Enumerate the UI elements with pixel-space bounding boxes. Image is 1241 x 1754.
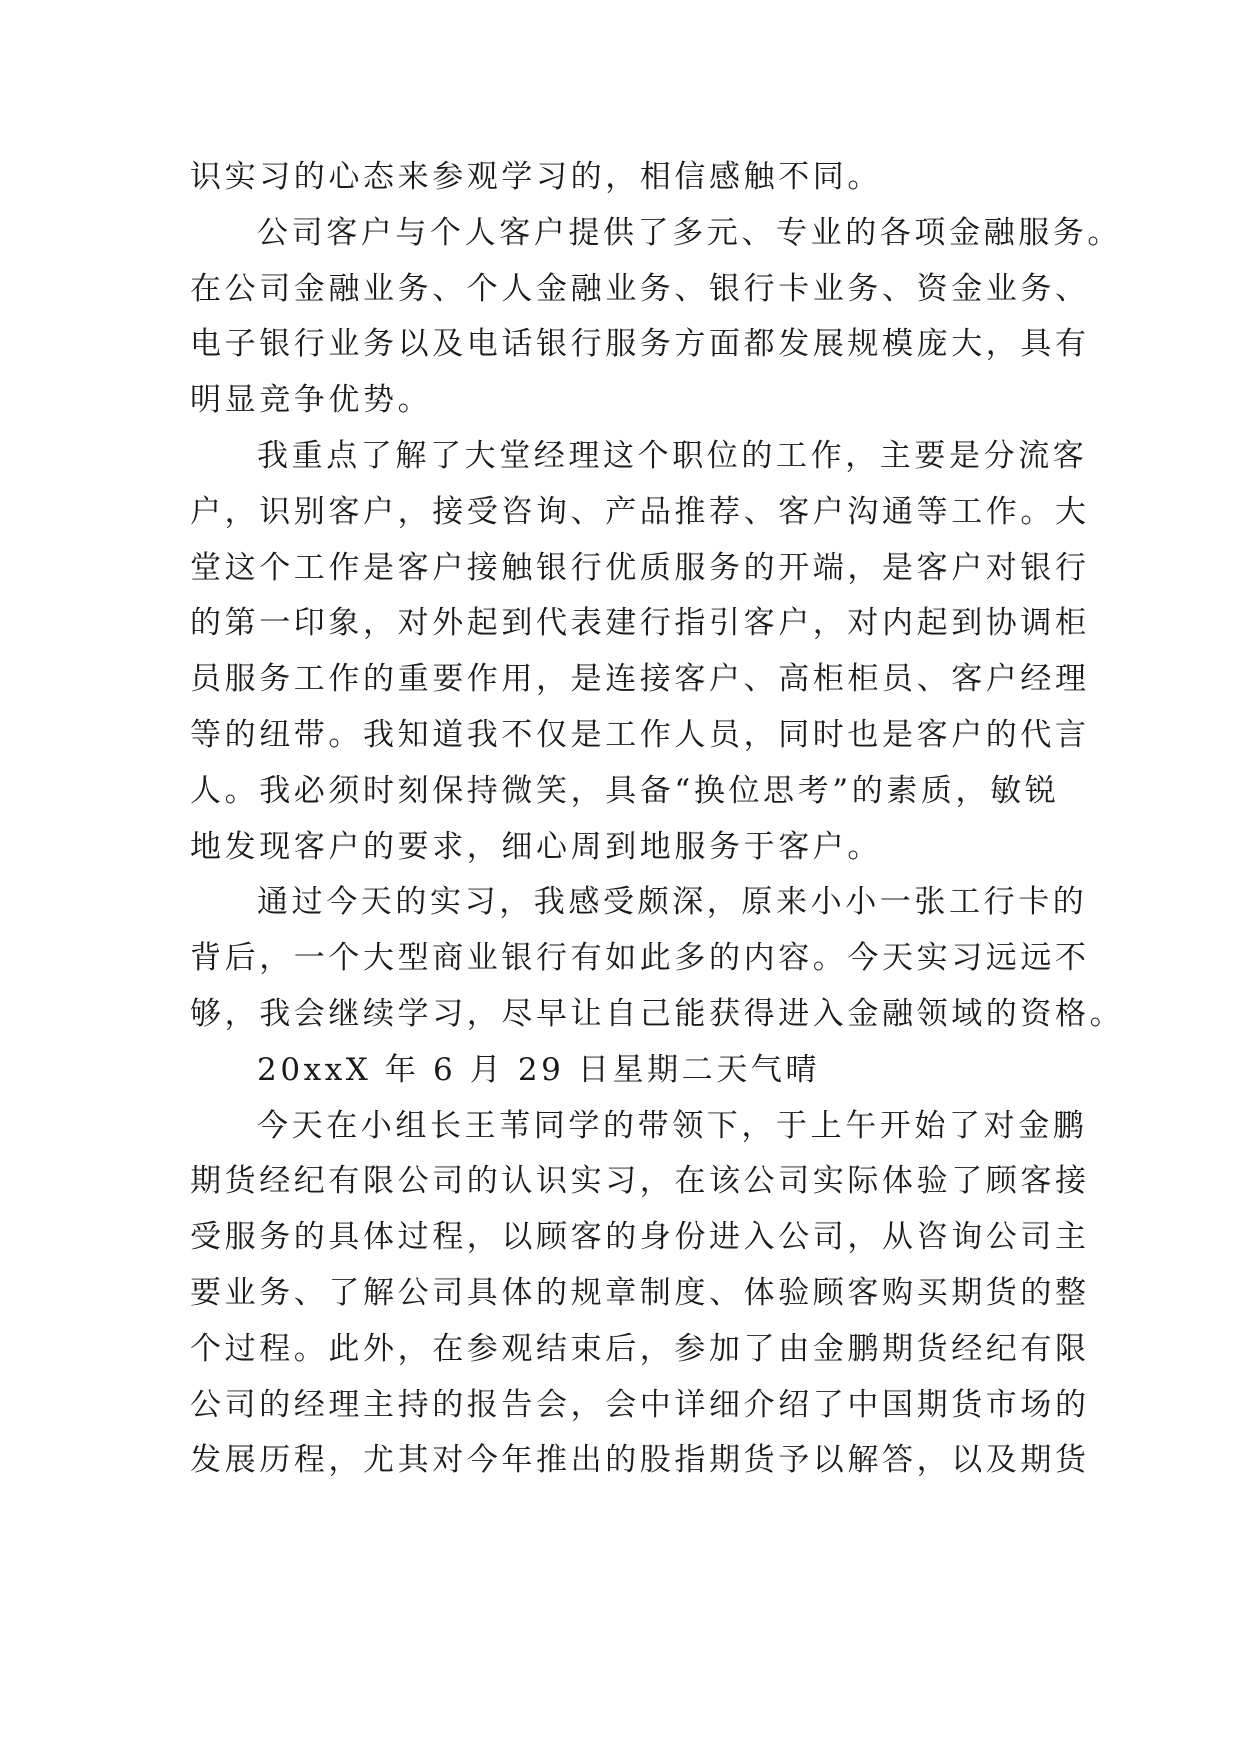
text-line: 要业务、了解公司具体的规章制度、体验顾客购买期货的整 <box>190 1274 1090 1311</box>
body-text <box>190 150 1125 1489</box>
text-line: 够，我会继续学习，尽早让自己能获得进入金融领域的资格。 <box>190 995 1125 1032</box>
text-line: 识实习的心态来参观学习的，相信感触不同。 <box>190 159 882 195</box>
text-line: 个过程。此外，在参观结束后，参加了由金鹏期货经纪有限 <box>190 1330 1090 1367</box>
paragraph-start-line: 通过今天的实习，我感受颇深，原来小小一张工行卡的 <box>257 884 1088 921</box>
text-line: 电子银行业务以及电话银行服务方面都发展规模庞大，具有 <box>190 326 1090 363</box>
paragraph-start-line: 公司客户与个人客户提供了多元、专业的各项金融服务。 <box>257 214 1122 251</box>
text-line: 期货经纪有限公司的认识实习，在该公司实际体验了顾客接 <box>190 1163 1090 1200</box>
text-line: 员服务工作的重要作用，是连接客户、高柜柜员、客户经理 <box>190 661 1090 698</box>
text-line: 在公司金融业务、个人金融业务、银行卡业务、资金业务、 <box>190 270 1090 307</box>
text-line: 人。我必须时刻保持微笑，具备“换位思考”的素质，敏锐 <box>190 772 1060 809</box>
text-line: 地发现客户的要求，细心周到地服务于客户。 <box>190 828 882 865</box>
text-line: 受服务的具体过程，以顾客的身份进入公司，从咨询公司主 <box>190 1219 1090 1256</box>
text-line: 明显竞争优势。 <box>190 382 433 419</box>
text-line: 等的纽带。我知道我不仅是工作人员，同时也是客户的代言 <box>190 716 1090 753</box>
paragraph-start-line: 今天在小组长王苇同学的带领下，于上午开始了对金鹏 <box>257 1107 1088 1144</box>
paragraph-start-line: 我重点了解了大堂经理这个职位的工作，主要是分流客 <box>257 437 1088 474</box>
text-line: 堂这个工作是客户接触银行优质服务的开端，是客户对银行 <box>190 549 1090 586</box>
text-line: 背后，一个大型商业银行有如此多的内容。今天实习远远不 <box>190 940 1090 977</box>
text-line: 公司的经理主持的报告会，会中详细介绍了中国期货市场的 <box>190 1386 1090 1423</box>
date-heading-line: 20xxX 年 6 月 29 日星期二天气晴 <box>257 1051 821 1088</box>
text-line: 发展历程，尤其对今年推出的股指期货予以解答，以及期货 <box>190 1442 1090 1479</box>
text-line: 户，识别客户，接受咨询、产品推荐、客户沟通等工作。大 <box>190 493 1090 530</box>
text-line: 的第一印象，对外起到代表建行指引客户，对内起到协调柜 <box>190 605 1090 642</box>
